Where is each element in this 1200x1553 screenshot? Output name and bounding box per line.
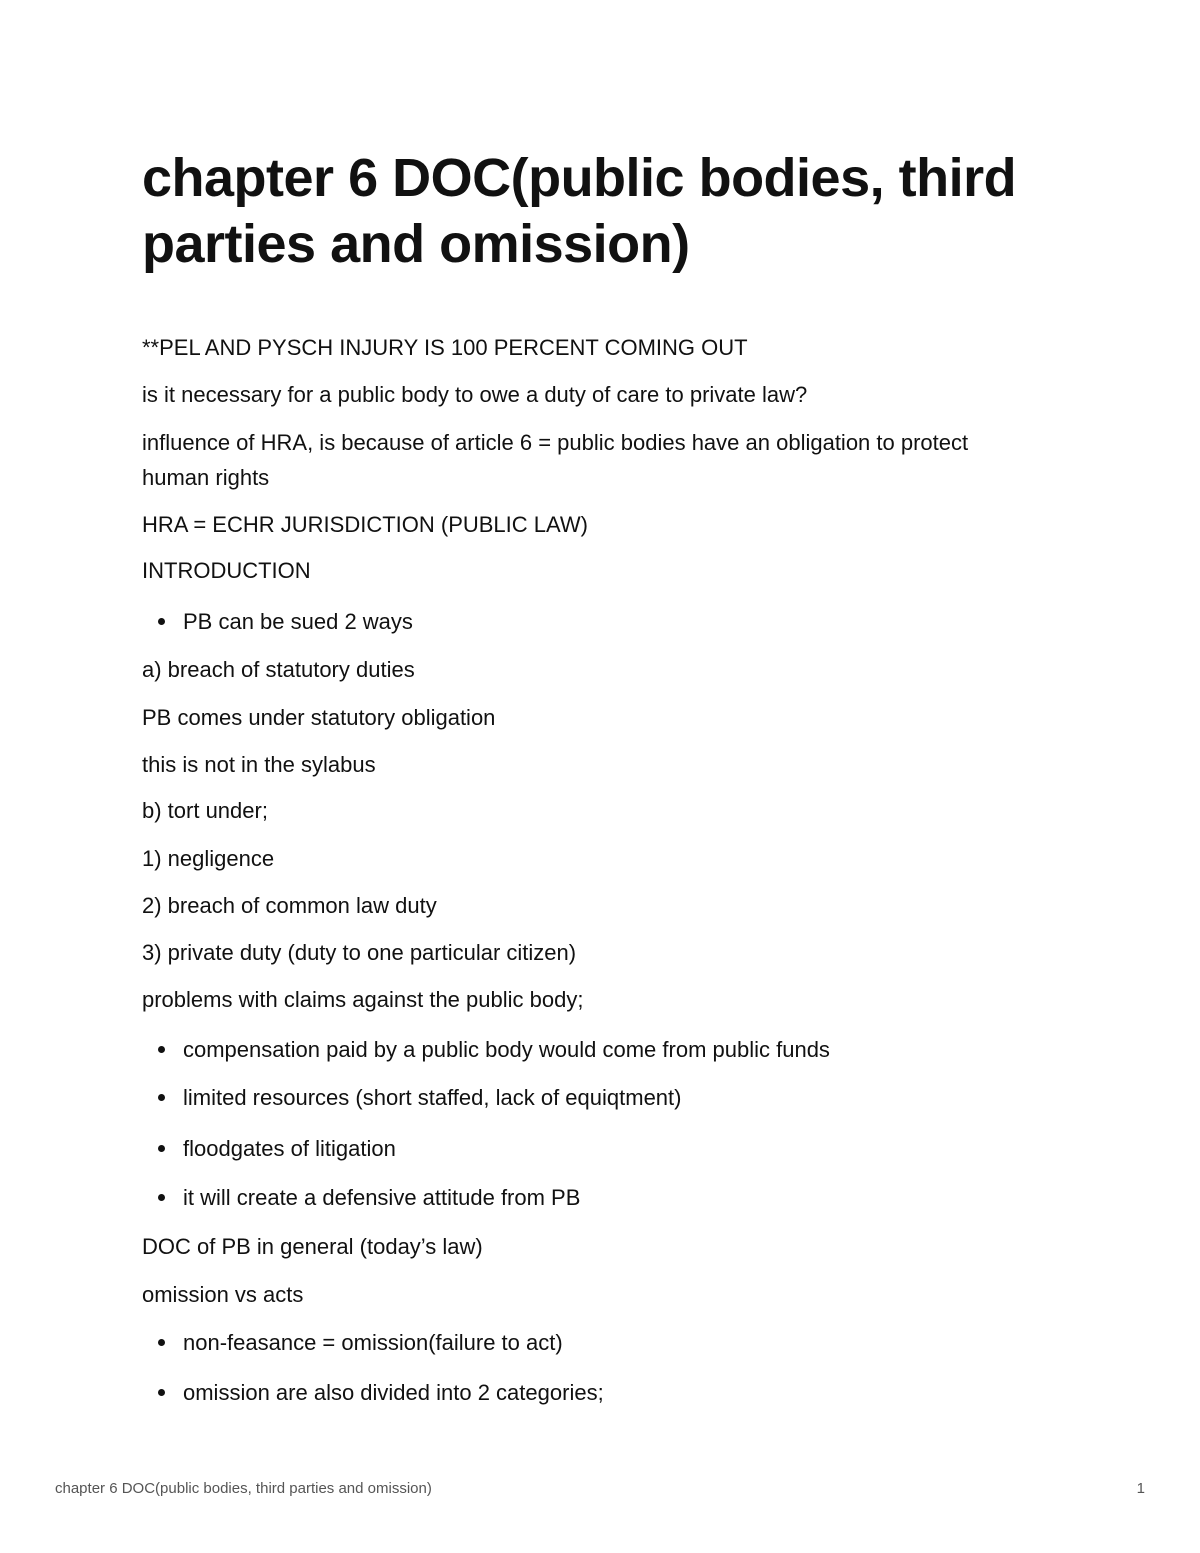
list-item-text: compensation paid by a public body would come from public funds [183,1037,830,1062]
paragraph: influence of HRA, is because of article 6 = public bodies have an obligation to protect human rights [142,430,969,490]
paragraph: 3) private duty (duty to one particular citizen) [142,940,577,965]
section-heading: INTRODUCTION [142,558,311,583]
paragraph: omission vs acts [142,1282,304,1307]
paragraph: 1) negligence [142,846,275,871]
bullet-icon [158,1046,165,1053]
paragraph: 2) breach of common law duty [142,893,437,918]
paragraph: b) tort under; [142,798,268,823]
bullet-icon [158,1339,165,1346]
page-title: chapter 6 DOC(public bodies, third parties and omission) [142,148,1017,274]
paragraph: problems with claims against the public body; [142,987,584,1012]
list-item-text: floodgates of litigation [183,1136,396,1161]
paragraph: a) breach of statutory duties [142,657,415,682]
paragraph: **PEL AND PYSCH INJURY IS 100 PERCENT COMING OUT [142,335,748,360]
bullet-icon [158,1194,165,1201]
bullet-icon [158,1389,165,1396]
list-item-text: PB can be sued 2 ways [183,609,413,634]
list-item-text: limited resources (short staffed, lack of equiqtment) [183,1085,682,1110]
list-item-text: omission are also divided into 2 categories; [183,1380,604,1405]
list-item-text: it will create a defensive attitude from PB [183,1185,581,1210]
paragraph: PB comes under statutory obligation [142,705,496,730]
list-item-text: non-feasance = omission(failure to act) [183,1330,563,1355]
paragraph: this is not in the sylabus [142,752,376,777]
paragraph: HRA = ECHR JURISDICTION (PUBLIC LAW) [142,512,588,537]
paragraph: DOC of PB in general (today’s law) [142,1234,483,1259]
page-number: 1 [1136,1480,1145,1497]
bullet-icon [158,1145,165,1152]
paragraph: is it necessary for a public body to owe a duty of care to private law? [142,382,808,407]
bullet-icon [158,618,165,625]
bullet-icon [158,1094,165,1101]
footer-title: chapter 6 DOC(public bodies, third parties and omission) [55,1480,432,1497]
